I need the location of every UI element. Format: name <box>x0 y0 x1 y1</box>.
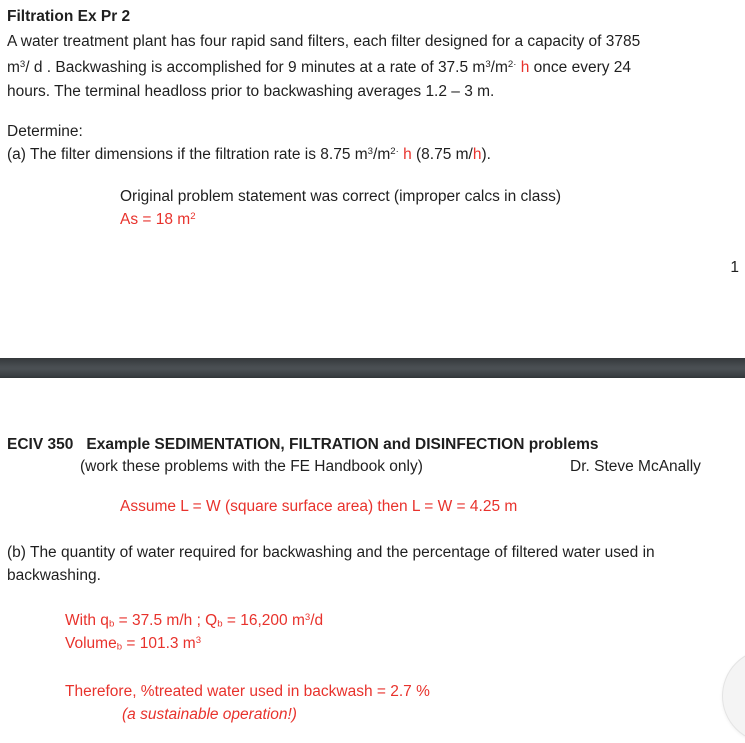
header-title: Example SEDIMENTATION, FILTRATION and DISINFECTION problems <box>86 436 599 453</box>
determine-label: Determine: <box>7 123 83 140</box>
part-a-question: (a) The filter dimensions if the filtration rate is 8.75 $m^3/m^{2\cdot}$ h (8.75 m/h). <box>7 146 491 163</box>
problem-title: Filtration Ex Pr 2 <box>7 8 131 25</box>
correction-note: Original problem statement was correct (improper calcs in class) <box>120 188 562 205</box>
instructor-name: Dr. Steve McAnally <box>570 458 701 475</box>
part-b-question-line-2: backwashing. <box>7 567 101 585</box>
conclusion-remark: (a sustainable operation!) <box>122 706 297 723</box>
page2-header <box>7 436 598 454</box>
problem-statement-line-2: $m^3/$ d . Backwashing is accomplished for 9 minutes at a rate of 37.5 $m^3/m^{2\cdot}$ h once every 24 <box>7 59 632 77</box>
course-code: ECIV 350 <box>7 436 74 453</box>
problem-statement <box>7 30 640 103</box>
floating-widget-button[interactable] <box>722 649 745 743</box>
problem-statement-line-1: A water treatment plant has four rapid sand filters, each filter designed for a capacity of 3785 <box>7 33 641 50</box>
backwash-volume-calc: Volumeb = 101.3 $m^3$ <box>65 635 202 653</box>
conclusion-statement: Therefore, %treated water used in backwash = 2.7 % <box>65 683 430 700</box>
answer-area-value: As = 18 $m^2$ <box>120 211 196 228</box>
assume-statement: Assume L = W (square surface area) then L = W = 4.25 m <box>120 498 518 515</box>
page-break-divider <box>0 358 745 378</box>
part-b-question <box>7 541 655 588</box>
page-number: 1 <box>730 259 739 276</box>
backwash-rate-calc: With qb = 37.5 m/h ; Qb = 16,200 $m^3/d$ <box>65 612 324 630</box>
problem-statement-line-3: hours. The terminal headloss prior to backwashing averages 1.2 – 3 m. <box>7 82 495 100</box>
header-subtitle: (work these problems with the FE Handbook only) <box>80 458 423 475</box>
part-b-question-line-1: (b) The quantity of water required for backwashing and the percentage of filtered water used in <box>7 544 655 561</box>
